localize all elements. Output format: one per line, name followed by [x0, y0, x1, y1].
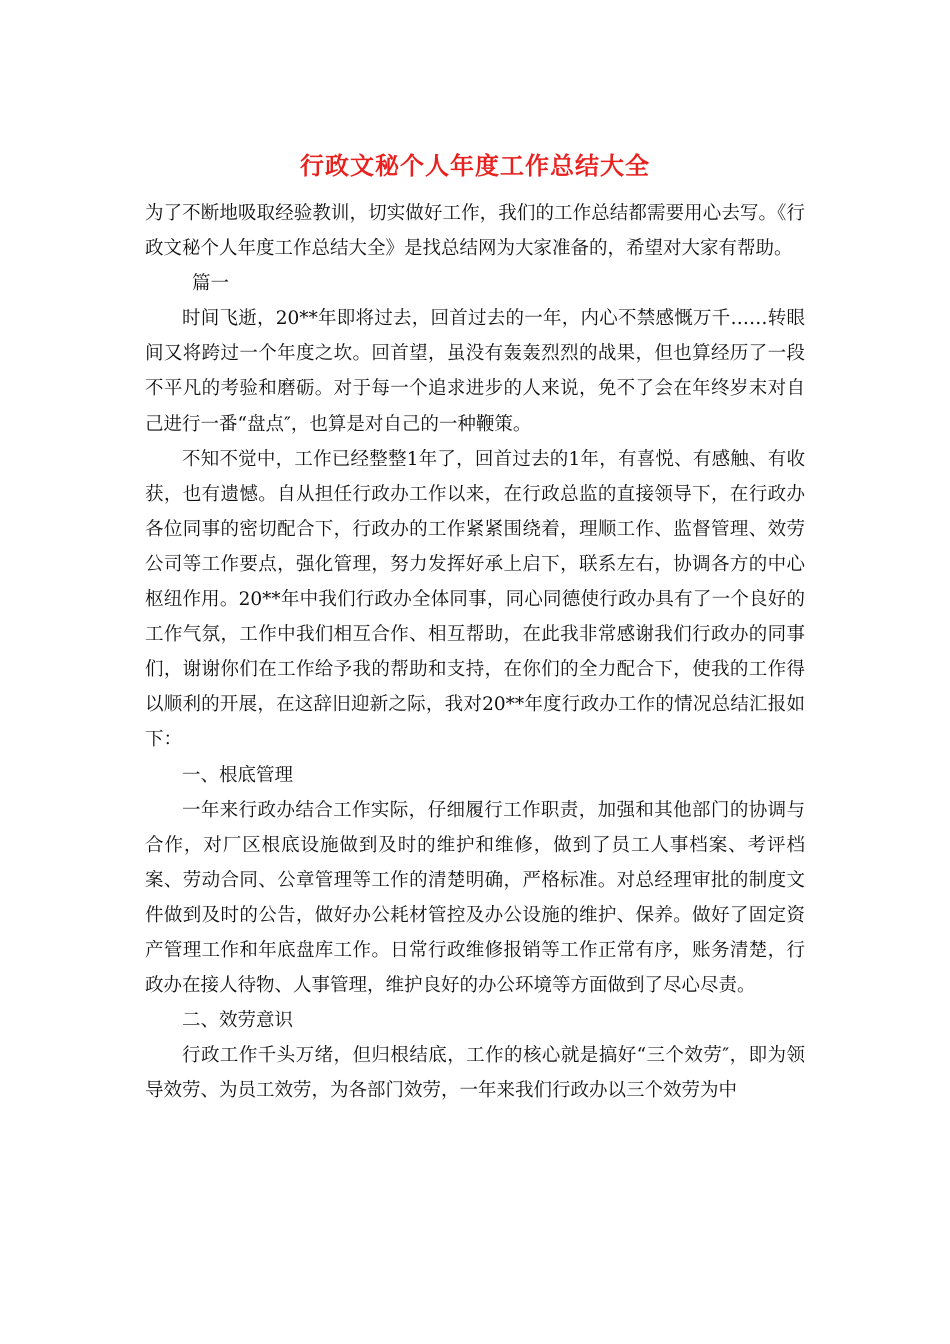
paragraph-1: 时间飞逝，20**年即将过去，回首过去的一年，内心不禁感慨万千……转眼间又将跨过一个年度之坎。回首望，虽没有轰轰烈烈的战果，但也算经历了一段不平凡的考验和磨砺。对于每一个追求进步的人来说，免不了会在年终岁末对自己进行一番“盘点″，也算是对自己的一种鞭策。 — [145, 308, 805, 435]
section-1-heading: 一、根底管理 — [182, 764, 294, 786]
paragraph-2: 不知不觉中，工作已经整整1年了，回首过去的1年，有喜悦、有感触、有收获，也有遗憾。自从担任行政办工作以来，在行政总监的直接领导下，在行政办各位同事的密切配合下，行政办的工作紧紧围绕着，理顺工作、监督管理、效劳公司等工作要点，强化管理，努力发挥好承上启下，联系左右，协调各方的中心枢纽作用。20**年中我们行政办全体同事，同心同德使行政办具有了一个良好的工作气氛，工作中我们相互合作、相互帮助，在此我非常感谢我们行政办的同事们，谢谢你们在工作给予我的帮助和支持，在你们的全力配合下，使我的工作得以顺利的开展，在这辞旧迎新之际，我对20**年度行政办工作的情况总结汇报如下： — [145, 448, 805, 751]
paragraph-3: 一年来行政办结合工作实际，仔细履行工作职责，加强和其他部门的协调与合作，对厂区根底设施做到及时的维护和维修，做到了员工人事档案、考评档案、劳动合同、公章管理等工作的清楚明确，严格标准。对总经理审批的制度文件做到及时的公告，做好办公耗材管控及办公设施的维护、保养。做好了固定资产管理工作和年底盘库工作。日常行政维修报销等工作正常有序，账务清楚，行政办在接人待物、人事管理，维护良好的办公环境等方面做到了尽心尽责。 — [145, 799, 805, 997]
piece-label: 篇一 — [192, 273, 230, 295]
document-title: 行政文秘个人年度工作总结大全 — [300, 151, 650, 180]
intro-paragraph: 为了不断地吸取经验教训，切实做好工作，我们的工作总结都需要用心去写。《行政文秘个人年度工作总结大全》是找总结网为大家准备的，希望对大家有帮助。 — [145, 203, 805, 260]
document-body — [145, 196, 805, 1108]
section-2-heading: 二、效劳意识 — [182, 1010, 294, 1032]
paragraph-4: 行政工作千头万绪，但归根结底，工作的核心就是搞好“三个效劳″，即为领导效劳、为员工效劳，为各部门效劳，一年来我们行政办以三个效劳为中 — [145, 1045, 805, 1102]
